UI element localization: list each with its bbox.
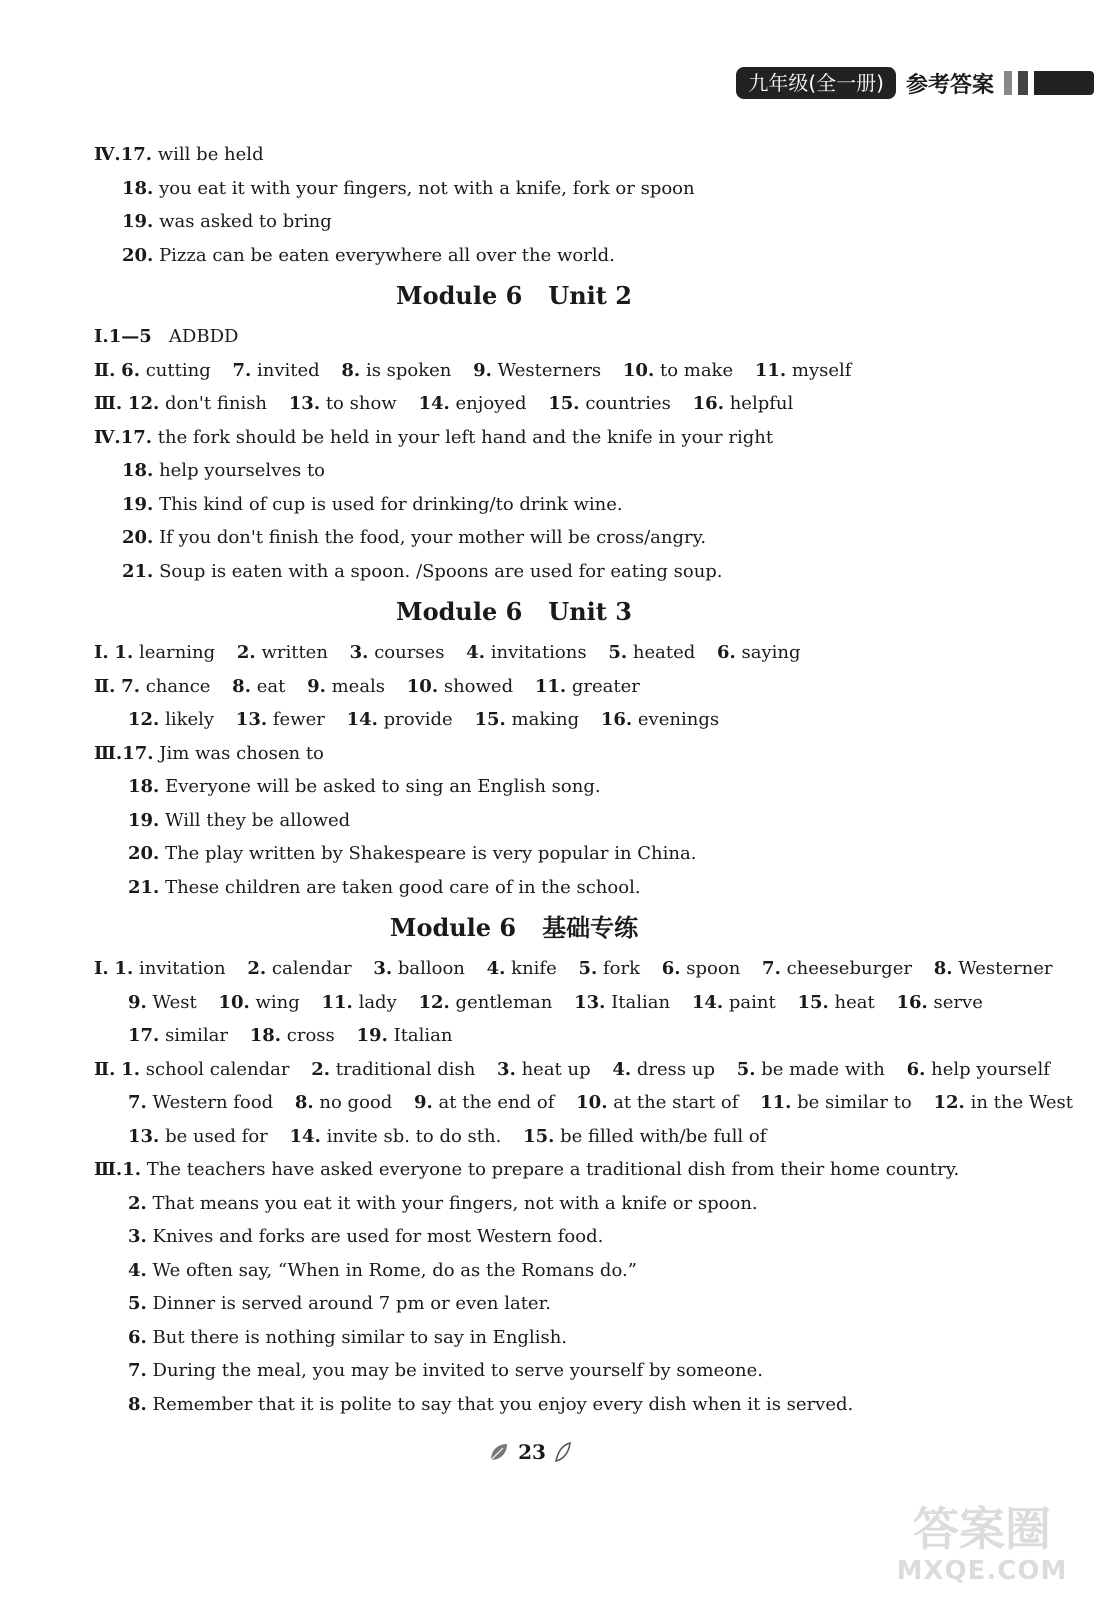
page-number: 23 — [518, 1440, 546, 1464]
answer-line: 4. We often say, “When in Rome, do as the Romans do.” — [128, 1259, 637, 1281]
answer-line: 19. Will they be allowed — [128, 809, 351, 831]
answer-line: 5. Dinner is served around 7 pm or even later. — [128, 1293, 551, 1314]
answer-line: Ⅱ. 1. school calendar 2. traditional dish 3. heat up 4. dress up 5. be made with 6. help yourself — [94, 1058, 1050, 1080]
answer-line: 8. Remember that it is polite to say that you enjoy every dish when it is served. — [128, 1393, 854, 1415]
answer-line: 9. West 10. wing 11. lady 12. gentleman 13. Italian 14. paint 15. heat 16. serve — [128, 991, 983, 1013]
answer-line: 21. Soup is eaten with a spoon. /Spoons are used for eating soup. — [122, 560, 723, 582]
page-footer — [0, 1440, 1104, 1464]
answer-line: 18. Everyone will be asked to sing an English song. — [128, 776, 601, 797]
answer-line: Ⅱ. 7. chance 8. eat 9. meals 10. showed 11. greater — [94, 675, 640, 697]
grade-badge: 九年级(全一册) — [736, 67, 896, 99]
answer-line: 21. These children are taken good care of in the school. — [128, 876, 641, 898]
answer-line: 2. That means you eat it with your fingers, not with a knife or spoon. — [128, 1192, 758, 1214]
answer-line: 20. Pizza can be eaten everywhere all over the world. — [122, 244, 615, 266]
leaf-icon — [488, 1441, 510, 1463]
header-title: 参考答案 — [905, 72, 994, 98]
answer-content — [94, 138, 1073, 1421]
page-header — [736, 66, 1094, 100]
section-title-m6-unit2: Module 6 Unit 2 — [396, 281, 632, 310]
answer-line: Ⅲ.1. The teachers have asked everyone to prepare a traditional dish from their home country. — [94, 1159, 960, 1180]
section-title-m6-basic: Module 6 基础专练 — [389, 913, 639, 942]
answer-line: 7. Western food 8. no good 9. at the end of 10. at the start of 11. be similar to 12. in the West — [128, 1092, 1073, 1113]
answer-line: 7. During the meal, you may be invited to serve yourself by someone. — [128, 1360, 763, 1381]
answer-line: Ⅰ. 1. invitation 2. calendar 3. balloon 4. knife 5. fork 6. spoon 7. cheeseburger 8. Westerner — [94, 958, 1053, 979]
answer-line: 19. was asked to bring — [122, 211, 332, 232]
answer-line: 20. The play written by Shakespeare is very popular in China. — [128, 843, 697, 864]
answer-line: Ⅲ.17. Jim was chosen to — [94, 742, 324, 764]
answer-line: Ⅰ.1—5 ADBDD — [94, 326, 239, 347]
answer-line: 17. similar 18. cross 19. Italian — [128, 1025, 453, 1046]
answer-line: 18. you eat it with your fingers, not with a knife, fork or spoon — [122, 177, 695, 199]
answer-line: 3. Knives and forks are used for most Western food. — [128, 1226, 604, 1247]
header-decoration-bars — [1004, 71, 1094, 95]
answer-line: Ⅲ. 12. don't finish 13. to show 14. enjoyed 15. countries 16. helpful — [94, 393, 794, 414]
answer-line: Ⅳ.17. will be held — [94, 144, 264, 165]
answer-line: Ⅱ. 6. cutting 7. invited 8. is spoken 9. Westerners 10. to make 11. myself — [94, 359, 852, 381]
watermark: 答案圈 MXQE.COM — [896, 1502, 1068, 1586]
answer-line: 12. likely 13. fewer 14. provide 15. making 16. evenings — [128, 709, 720, 730]
answer-line: 18. help yourselves to — [122, 460, 326, 481]
leaf-icon — [554, 1441, 576, 1463]
answer-line: 19. This kind of cup is used for drinking/to drink wine. — [122, 493, 623, 515]
answer-line: Ⅰ. 1. learning 2. written 3. courses 4. invitations 5. heated 6. saying — [94, 642, 801, 663]
answer-line: 6. But there is nothing similar to say in English. — [128, 1326, 568, 1348]
section-title-m6-unit3: Module 6 Unit 3 — [396, 597, 632, 626]
answer-line: 20. If you don't finish the food, your mother will be cross/angry. — [122, 527, 707, 548]
answer-line: 13. be used for 14. invite sb. to do sth. 15. be filled with/be full of — [128, 1125, 767, 1147]
answer-line: Ⅳ.17. the fork should be held in your left hand and the knife in your right — [94, 426, 774, 448]
